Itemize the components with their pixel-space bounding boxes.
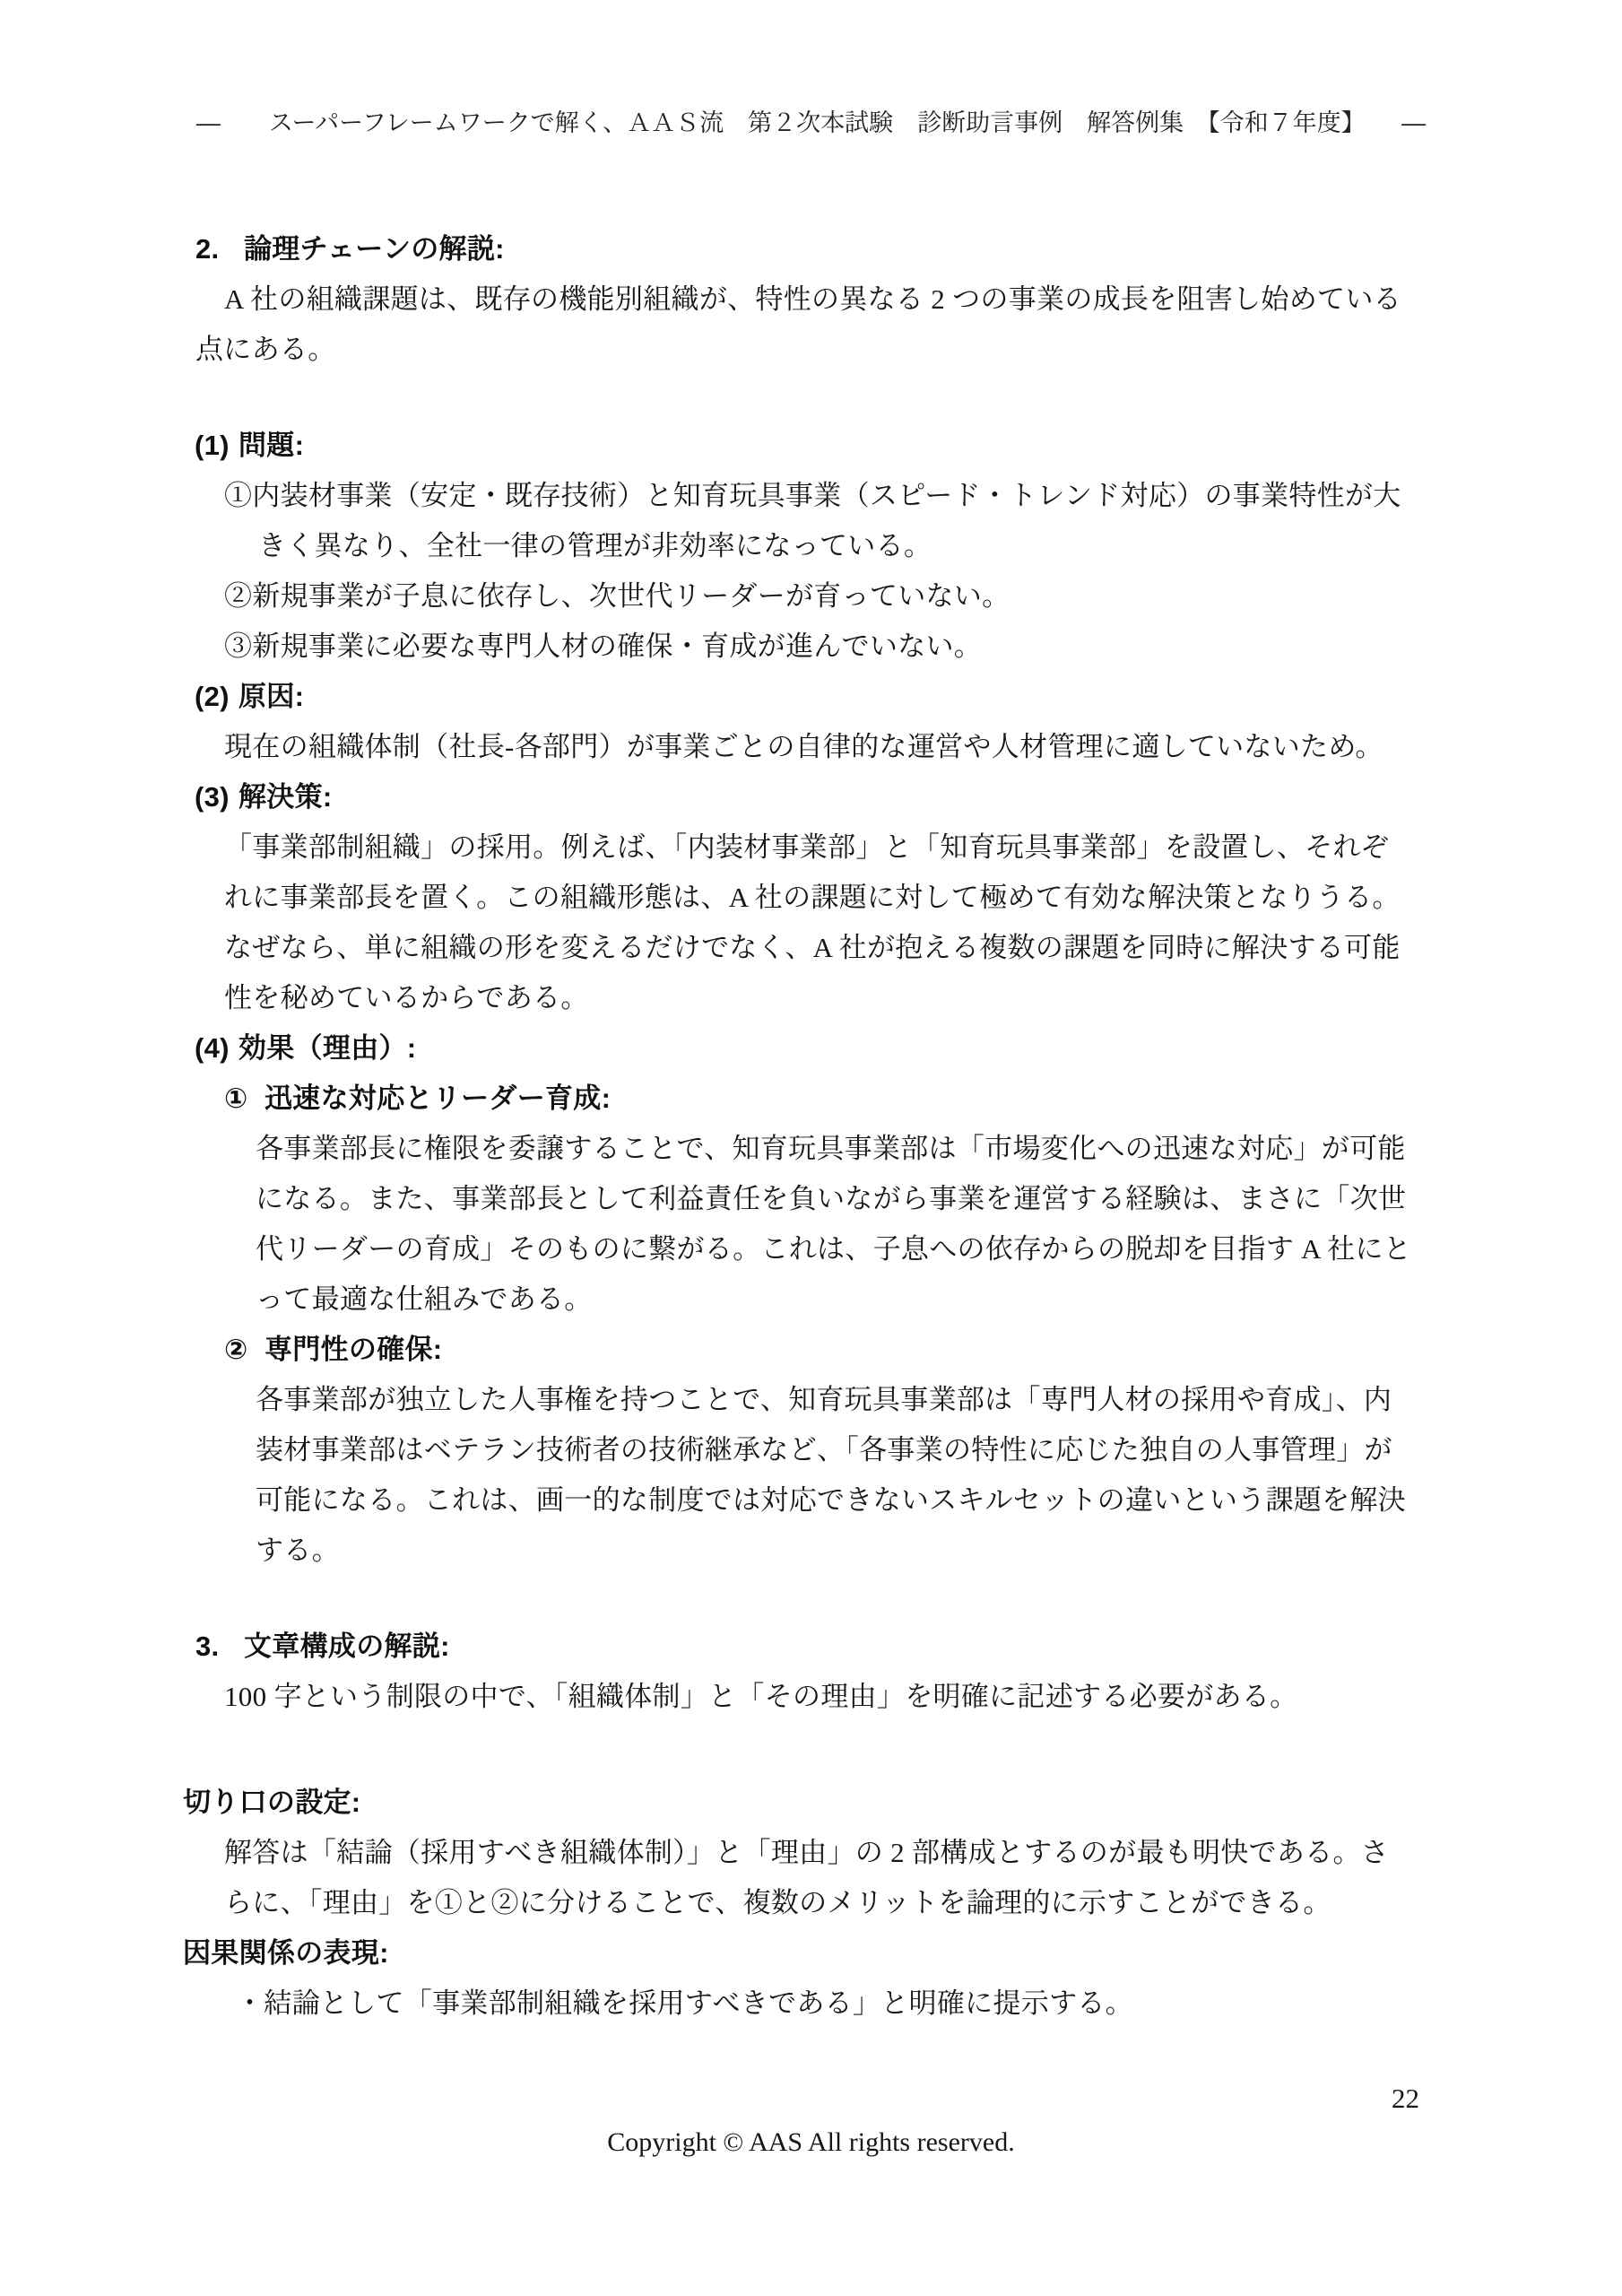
label-heading-approach: 切り口の設定: — [183, 1787, 361, 1818]
section-2-heading — [0, 224, 1622, 274]
list-number: ① — [224, 1083, 248, 1114]
solution-line: 「事業部制組織」の採用。例えば、「内装材事業部」と「知育玩具事業部」を設置し、それぞ — [224, 831, 1390, 863]
page-header: ― スーパーフレームワークで解く、ＡＡＳ流 第２次本試験 診断助言事例 解答例集 【令和７年度】 ― — [195, 109, 1427, 136]
document-body — [0, 224, 1622, 2029]
approach-line: 解答は「結論（採用すべき組織体制）」と「理由」の 2 部構成とするのが最も明快である。さ — [224, 1837, 1390, 1868]
problem-item-1-cont: きく異なり、全社一律の管理が非効率になっている。 — [258, 530, 932, 561]
line-text: 論理チェーンの解説: — [244, 233, 505, 265]
problem-heading — [0, 421, 1622, 471]
line-text: 効果（理由）: — [239, 1032, 417, 1064]
approach-line: らに、「理由」を①と②に分けることで、複数のメリットを論理的に示すことができる。 — [224, 1887, 1331, 1918]
list-number: (4) — [195, 1032, 230, 1064]
line-text: 原因: — [239, 681, 305, 712]
page-number: 22 — [1392, 2083, 1419, 2114]
line-text: 迅速な対応とリーダー育成: — [265, 1083, 612, 1114]
effect-sub-heading-2 — [0, 1325, 1622, 1375]
solution-line: れに事業部長を置く。この組織形態は、A 社の課題に対して極めて有効な解決策となりうる。 — [224, 882, 1401, 913]
effect-heading — [0, 1023, 1622, 1074]
effect-2-line: する。 — [256, 1535, 340, 1566]
effect-2-line: 各事業部が独立した人事権を持つことで、知育玩具事業部は「専門人材の採用や育成」、内 — [256, 1384, 1392, 1415]
solution-heading — [0, 772, 1622, 822]
line-text: 文章構成の解説: — [244, 1631, 450, 1662]
effect-sub-heading-1 — [0, 1074, 1622, 1124]
line-text: 問題: — [239, 430, 305, 461]
list-number: (2) — [195, 681, 230, 712]
effect-1-line: になる。また、事業部長として利益責任を負いながら事業を運営する経験は、まさに「次世 — [256, 1183, 1407, 1214]
problem-item-2: ②新規事業が子息に依存し、次世代リーダーが育っていない。 — [224, 580, 1010, 612]
solution-line: なぜなら、単に組織の形を変えるだけでなく、A 社が抱える複数の課題を同時に解決する可能 — [224, 932, 1401, 963]
effect-1-line: 代リーダーの育成」そのものに繋がる。これは、子息への依存からの脱却を目指す A 社にと — [256, 1233, 1412, 1265]
section-3-heading — [0, 1622, 1622, 1672]
intro-line: 点にある。 — [195, 334, 336, 365]
copyright-footer: Copyright © AAS All rights reserved. — [607, 2127, 1015, 2157]
list-number: ② — [224, 1334, 248, 1365]
effect-2-line: 可能になる。これは、画一的な制度では対応できないスキルセットの違いという課題を解決 — [256, 1484, 1406, 1516]
line-text: 解決策: — [239, 781, 333, 813]
list-number: 3. — [195, 1631, 220, 1662]
label-heading-causality: 因果関係の表現: — [183, 1937, 389, 1969]
cause-line: 現在の組織体制（社長-各部門）が事業ごとの自律的な運営や人材管理に適していないため。 — [224, 731, 1383, 762]
effect-1-line: 各事業部長に権限を委譲することで、知育玩具事業部は「市場変化への迅速な対応」が可能 — [256, 1133, 1406, 1164]
effect-1-line: って最適な仕組みである。 — [256, 1283, 593, 1315]
cause-heading — [0, 672, 1622, 722]
list-number: 2. — [195, 233, 220, 265]
section-3-line: 100 字という制限の中で、「組織体制」と「その理由」を明確に記述する必要がある。 — [224, 1681, 1298, 1712]
intro-line: A 社の組織課題は、既存の機能別組織が、特性の異なる 2 つの事業の成長を阻害し始めている — [224, 283, 1401, 315]
list-number: (3) — [195, 781, 230, 813]
list-number: (1) — [195, 430, 230, 461]
problem-item-1: ①内装材事業（安定・既存技術）と知育玩具事業（スピード・トレンド対応）の事業特性が大 — [224, 480, 1401, 511]
effect-2-line: 装材事業部はベテラン技術者の技術継承など、「各事業の特性に応じた独自の人事管理」が — [256, 1434, 1392, 1465]
problem-item-3: ③新規事業に必要な専門人材の確保・育成が進んでいない。 — [224, 631, 983, 662]
causality-bullet: ・結論として「事業部制組織を採用すべきである」と明確に提示する。 — [236, 1987, 1133, 2019]
line-text: 専門性の確保: — [265, 1334, 443, 1365]
solution-line: 性を秘めているからである。 — [224, 982, 589, 1013]
